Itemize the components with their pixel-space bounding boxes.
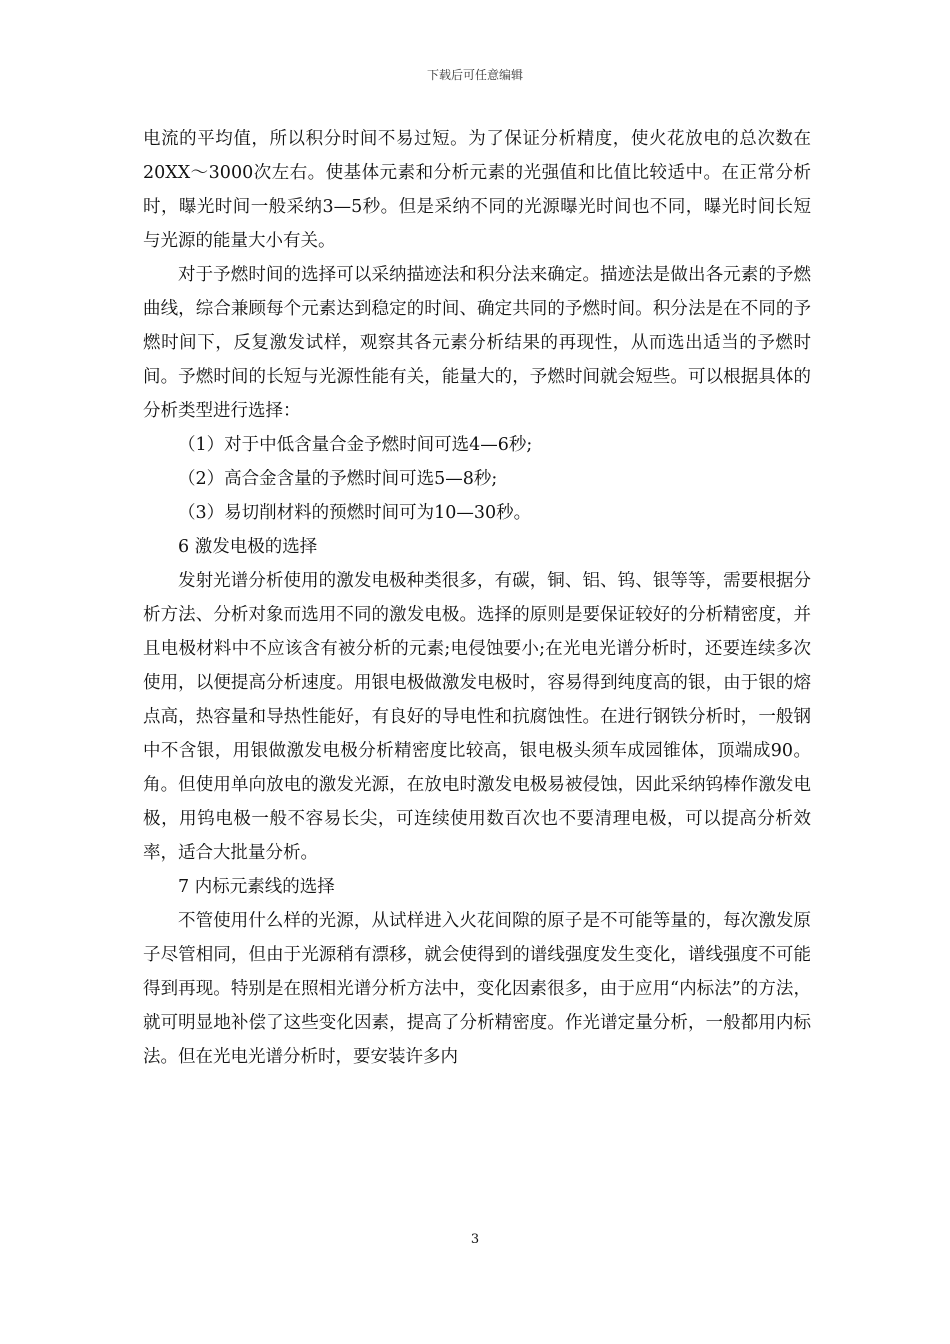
page-header: 下载后可任意编辑 bbox=[426, 68, 523, 82]
section-heading: 7 内标元素线的选择 bbox=[178, 877, 335, 897]
list-item: （2）高合金含量的予燃时间可选5—8秒; bbox=[178, 469, 498, 489]
list-item: （3）易切削材料的预燃时间可为10—30秒。 bbox=[178, 503, 532, 523]
list-item: （1）对于中低含量合金予燃时间可选4—6秒; bbox=[178, 435, 533, 455]
document-body bbox=[143, 122, 811, 1074]
paragraph: 电流的平均值，所以积分时间不易过短。为了保证分析精度，使火花放电的总次数在20XX～3000次左右。使基体元素和分析元素的光强值和比值比较适中。在正常分析时，曝光时间一般采纳3—5秒。但是采纳不同的光源曝光时间也不同，曝光时间长短与光源的能量大小有关。 bbox=[143, 129, 811, 251]
paragraph: 发射光谱分析使用的激发电极种类很多，有碳，铜、铝、钨、银等等，需要根据分析方法、分析对象而选用不同的激发电极。选择的原则是要保证较好的分析精密度，并且电极材料中不应该含有被分析的元素;电侵蚀要小;在光电光谱分析时，还要连续多次使用，以便提高分析速度。用银电极做激发电极时，容易得到纯度高的银，由于银的熔点高，热容量和导热性能好，有良好的导电性和抗腐蚀性。在进行钢铁分析时，一般钢中不含银，用银做激发电极分析精密度比较高，银电极头须车成园锥体，顶端成90。角。但使用单向放电的激发光源，在放电时激发电极易被侵蚀，因此采纳钨棒作激发电极，用钨电极一般不容易长尖，可连续使用数百次也不要清理电极，可以提高分析效率，适合大批量分析。 bbox=[143, 571, 811, 863]
page-number: 3 bbox=[470, 1232, 480, 1247]
paragraph: 对于予燃时间的选择可以采纳描迹法和积分法来确定。描迹法是做出各元素的予燃曲线，综合兼顾每个元素达到稳定的时间、确定共同的予燃时间。积分法是在不同的予燃时间下，反复激发试样，观察其各元素分析结果的再现性，从而选出适当的予燃时间。予燃时间的长短与光源性能有关，能量大的，予燃时间就会短些。可以根据具体的分析类型进行选择： bbox=[143, 265, 811, 421]
section-heading: 6 激发电极的选择 bbox=[178, 537, 318, 557]
paragraph: 不管使用什么样的光源，从试样进入火花间隙的原子是不可能等量的，每次激发原子尽管相同，但由于光源稍有漂移，就会使得到的谱线强度发生变化，谱线强度不可能得到再现。特别是在照相光谱分析方法中，变化因素很多，由于应用“内标法”的方法，就可明显地补偿了这些变化因素，提高了分析精密度。作光谱定量分析，一般都用内标法。但在光电光谱分析时，要安装许多内 bbox=[143, 911, 811, 1067]
